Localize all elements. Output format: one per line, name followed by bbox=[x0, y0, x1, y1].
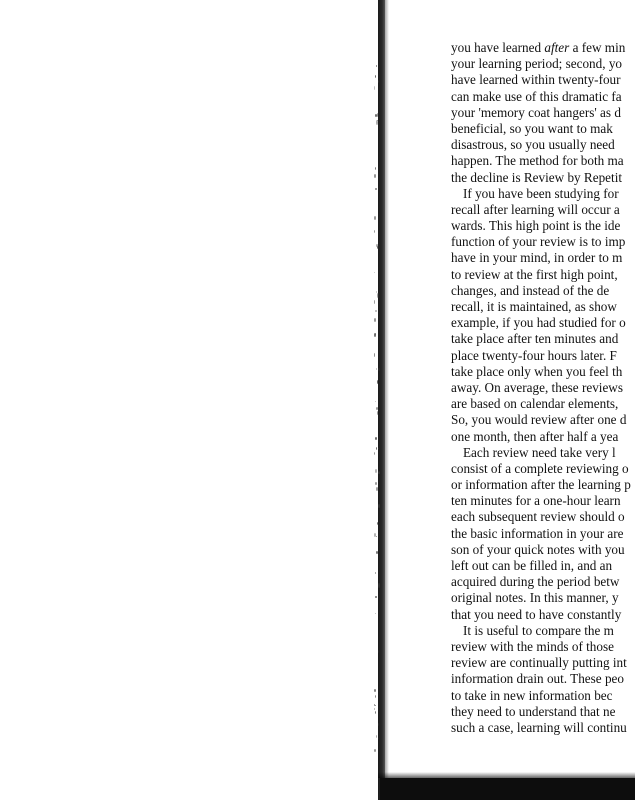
scan-speck bbox=[378, 723, 379, 726]
scan-speck bbox=[375, 572, 376, 574]
text-line: happen. The method for both ma bbox=[451, 153, 624, 169]
text-line: review are continually putting int bbox=[451, 655, 627, 671]
scan-speck bbox=[375, 469, 377, 473]
scan-speck bbox=[377, 293, 379, 298]
text-line: information drain out. These peo bbox=[451, 671, 624, 687]
scan-speck bbox=[374, 353, 375, 357]
scan-speck bbox=[377, 380, 378, 384]
scan-speck bbox=[374, 452, 375, 455]
text-line: disastrous, so you usually need bbox=[451, 137, 615, 153]
text-line: or information after the learning p bbox=[451, 477, 631, 493]
text-line: recall after learning will occur a bbox=[451, 201, 620, 217]
text-line: can make use of this dramatic fa bbox=[451, 88, 622, 104]
scan-speck bbox=[376, 536, 377, 537]
text-line: away. On average, these reviews bbox=[451, 379, 623, 395]
text-line: to take in new information bec bbox=[451, 687, 613, 703]
text-line: take place after ten minutes and bbox=[451, 331, 619, 347]
text-line: original notes. In this manner, y bbox=[451, 590, 619, 606]
bottom-scan-border bbox=[380, 778, 635, 800]
text-line: such a case, learning will continu bbox=[451, 719, 627, 735]
scan-speck bbox=[376, 65, 377, 67]
text-line: one month, then after half a yea bbox=[451, 428, 619, 444]
text-line: the decline is Review by Repetit bbox=[451, 169, 623, 185]
text-line: take place only when you feel th bbox=[451, 363, 623, 379]
scan-speck bbox=[375, 114, 377, 117]
scan-speck bbox=[374, 533, 376, 537]
text-line: that you need to have constantly bbox=[451, 606, 622, 622]
scan-speck bbox=[374, 230, 375, 233]
text-line: they need to understand that ne bbox=[451, 703, 616, 719]
text-line: left out can be filled in, and an bbox=[451, 558, 613, 573]
scan-speck bbox=[374, 318, 376, 322]
scan-speck bbox=[378, 80, 379, 83]
text-line: So, you would review after one d bbox=[451, 412, 627, 428]
scan-speck bbox=[375, 613, 376, 614]
scan-speck bbox=[378, 583, 380, 588]
scan-speck bbox=[377, 113, 378, 117]
text-line: review with the minds of those bbox=[451, 638, 614, 654]
text-line: example, if you had studied for o bbox=[451, 315, 626, 331]
text-line: wards. This high point is the ide bbox=[451, 218, 621, 234]
scan-speck bbox=[374, 174, 376, 178]
text-line: son of your quick notes with you bbox=[451, 541, 625, 557]
scan-speck bbox=[374, 300, 375, 304]
scan-speck bbox=[375, 482, 377, 485]
scan-speck bbox=[375, 437, 377, 440]
text-line: have learned within twenty-four bbox=[451, 72, 621, 88]
text-line: changes, and instead of the de bbox=[451, 282, 610, 298]
italic-word: after bbox=[544, 40, 570, 55]
scan-speck bbox=[376, 487, 378, 491]
text-line: are based on calendar elements, bbox=[451, 396, 619, 412]
spine-shadow bbox=[385, 0, 389, 800]
scan-speck bbox=[377, 522, 378, 525]
scan-speck bbox=[378, 504, 380, 508]
scan-speck bbox=[376, 120, 378, 125]
scan-speck bbox=[375, 401, 376, 402]
scan-speck bbox=[374, 86, 375, 90]
scan-speck bbox=[376, 447, 377, 450]
scan-speck bbox=[375, 596, 377, 598]
scan-speck bbox=[375, 695, 376, 698]
scan-speck bbox=[378, 471, 380, 474]
book-spine-edge bbox=[378, 0, 385, 800]
text-run: a few min bbox=[569, 40, 626, 55]
scan-speck bbox=[375, 188, 377, 190]
paragraph-start-line: If you have been studying for bbox=[463, 185, 619, 201]
text-line: consist of a complete reviewing o bbox=[451, 460, 629, 476]
text-line: to review at the first high point, bbox=[451, 266, 618, 282]
paragraph-start-line: Each review need take very l bbox=[463, 444, 616, 460]
text-line: function of your review is to imp bbox=[451, 234, 626, 250]
text-line: ten minutes for a one-hour learn bbox=[451, 493, 621, 509]
scan-speck bbox=[374, 749, 376, 752]
body-text bbox=[451, 40, 635, 770]
text-line: have in your mind, in order to m bbox=[451, 250, 623, 266]
scan-speck bbox=[375, 75, 376, 78]
scan-speck bbox=[376, 407, 378, 410]
scan-speck bbox=[378, 738, 379, 739]
paragraph-start-line: It is useful to compare the m bbox=[463, 622, 614, 638]
text-line: recall, it is maintained, as show bbox=[451, 299, 617, 314]
scan-speck bbox=[374, 272, 375, 273]
scan-speck bbox=[378, 448, 379, 449]
scan-speck bbox=[374, 708, 375, 710]
scan-speck bbox=[375, 711, 376, 714]
text-line: each subsequent review should o bbox=[451, 509, 625, 525]
text-run: you have learned bbox=[451, 40, 545, 55]
scan-speck bbox=[375, 310, 377, 312]
scan-speck bbox=[378, 245, 379, 249]
scan-speck bbox=[376, 368, 377, 370]
scan-speck bbox=[378, 368, 380, 371]
text-line: beneficial, so you want to mak bbox=[451, 120, 613, 136]
text-line bbox=[451, 40, 635, 56]
scan-speck bbox=[375, 705, 376, 706]
scan-speck bbox=[374, 689, 376, 692]
text-line: your learning period; second, yo bbox=[451, 56, 623, 72]
text-line: place twenty-four hours later. F bbox=[451, 347, 617, 363]
scan-speck bbox=[377, 411, 378, 415]
text-line: the basic information in your are bbox=[451, 525, 624, 541]
text-line: acquired during the period betw bbox=[451, 574, 620, 590]
scan-speck bbox=[376, 735, 377, 738]
text-line: your 'memory coat hangers' as d bbox=[451, 104, 621, 120]
scan-speck bbox=[374, 333, 376, 337]
scan-speck bbox=[375, 167, 376, 170]
scan-speck bbox=[374, 216, 376, 220]
scan-speck bbox=[376, 551, 378, 554]
scan-speck bbox=[378, 650, 379, 653]
